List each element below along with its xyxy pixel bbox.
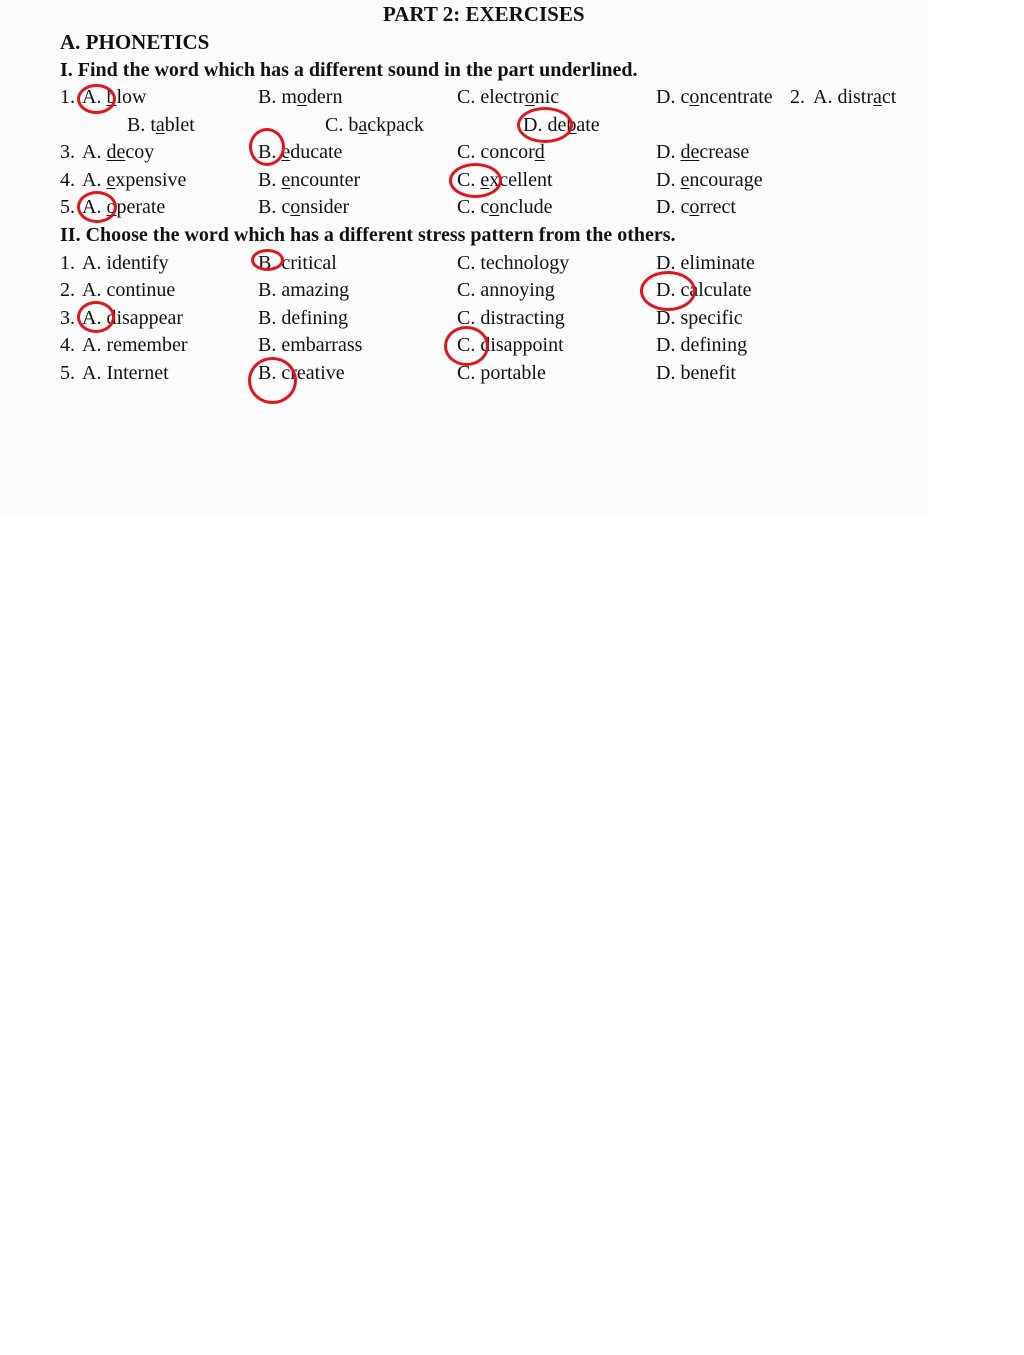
- q3-option-c[interactable]: C. concord: [457, 141, 545, 163]
- stress-q1-option-b[interactable]: B. critical: [258, 252, 337, 274]
- stress-q1-option-c[interactable]: C. technology: [457, 252, 570, 274]
- stress-q5-option-b[interactable]: B. creative: [258, 362, 345, 384]
- question-4-number: 4.: [60, 169, 75, 191]
- stress-q3-option-b[interactable]: B. defining: [258, 307, 348, 329]
- q2-option-a[interactable]: A. distract: [813, 86, 897, 108]
- question-5-number: 5.: [60, 196, 75, 218]
- stress-q2-option-a[interactable]: A. continue: [82, 279, 176, 301]
- stress-q4-option-d[interactable]: D. defining: [656, 334, 748, 356]
- stress-q4-option-b[interactable]: B. embarrass: [258, 334, 363, 356]
- stress-q3-option-d[interactable]: D. specific: [656, 307, 743, 329]
- stress-q3-option-c[interactable]: C. distracting: [457, 307, 565, 329]
- stress-q5-option-a[interactable]: A. Internet: [82, 362, 169, 384]
- q2-option-c[interactable]: C. backpack: [325, 114, 424, 136]
- stress-q4-option-c[interactable]: C. disappoint: [457, 334, 564, 356]
- q1-option-c[interactable]: C. electronic: [457, 86, 560, 108]
- q5-option-c[interactable]: C. conclude: [457, 196, 553, 218]
- stress-question-1-number: 1.: [60, 252, 75, 274]
- worksheet-page: [0, 0, 928, 515]
- page-title: PART 2: EXERCISES: [383, 2, 585, 26]
- stress-q5-option-d[interactable]: D. benefit: [656, 362, 736, 384]
- stress-question-2-number: 2.: [60, 279, 75, 301]
- question-2-number: 2.: [790, 86, 805, 108]
- stress-question-5-number: 5.: [60, 362, 75, 384]
- question-3-number: 3.: [60, 141, 75, 163]
- q2-option-d[interactable]: D. debate: [523, 114, 600, 136]
- part2-instruction: II. Choose the word which has a different stress pattern from the others.: [60, 224, 676, 246]
- stress-q5-option-c[interactable]: C. portable: [457, 362, 546, 384]
- q5-option-b[interactable]: B. consider: [258, 196, 350, 218]
- q3-option-d[interactable]: D. decrease: [656, 141, 750, 163]
- q4-option-c[interactable]: C. excellent: [457, 169, 553, 191]
- stress-q1-option-a[interactable]: A. identify: [82, 252, 169, 274]
- q4-option-a[interactable]: A. expensive: [82, 169, 187, 191]
- stress-q1-option-d[interactable]: D. eliminate: [656, 252, 755, 274]
- stress-q2-option-c[interactable]: C. annoying: [457, 279, 555, 301]
- stress-question-3-number: 3.: [60, 307, 75, 329]
- q5-option-a[interactable]: A. operate: [82, 196, 166, 218]
- q1-option-d[interactable]: D. concentrate: [656, 86, 773, 108]
- question-1-number: 1.: [60, 86, 75, 108]
- q3-option-b[interactable]: B. educate: [258, 141, 343, 163]
- q1-option-b[interactable]: B. modern: [258, 86, 343, 108]
- stress-q3-option-a[interactable]: A. disappear: [82, 307, 184, 329]
- q4-option-d[interactable]: D. encourage: [656, 169, 763, 191]
- q2-option-b[interactable]: B. tablet: [127, 114, 195, 136]
- q4-option-b[interactable]: B. encounter: [258, 169, 361, 191]
- part1-instruction: I. Find the word which has a different sound in the part underlined.: [60, 59, 638, 81]
- q5-option-d[interactable]: D. correct: [656, 196, 736, 218]
- stress-q4-option-a[interactable]: A. remember: [82, 334, 188, 356]
- stress-q2-option-d[interactable]: D. calculate: [656, 279, 752, 301]
- q1-option-a[interactable]: A. blow: [82, 86, 147, 108]
- stress-question-4-number: 4.: [60, 334, 75, 356]
- stress-q2-option-b[interactable]: B. amazing: [258, 279, 350, 301]
- section-heading-phonetics: A. PHONETICS: [60, 30, 210, 54]
- q3-option-a[interactable]: A. decoy: [82, 141, 155, 163]
